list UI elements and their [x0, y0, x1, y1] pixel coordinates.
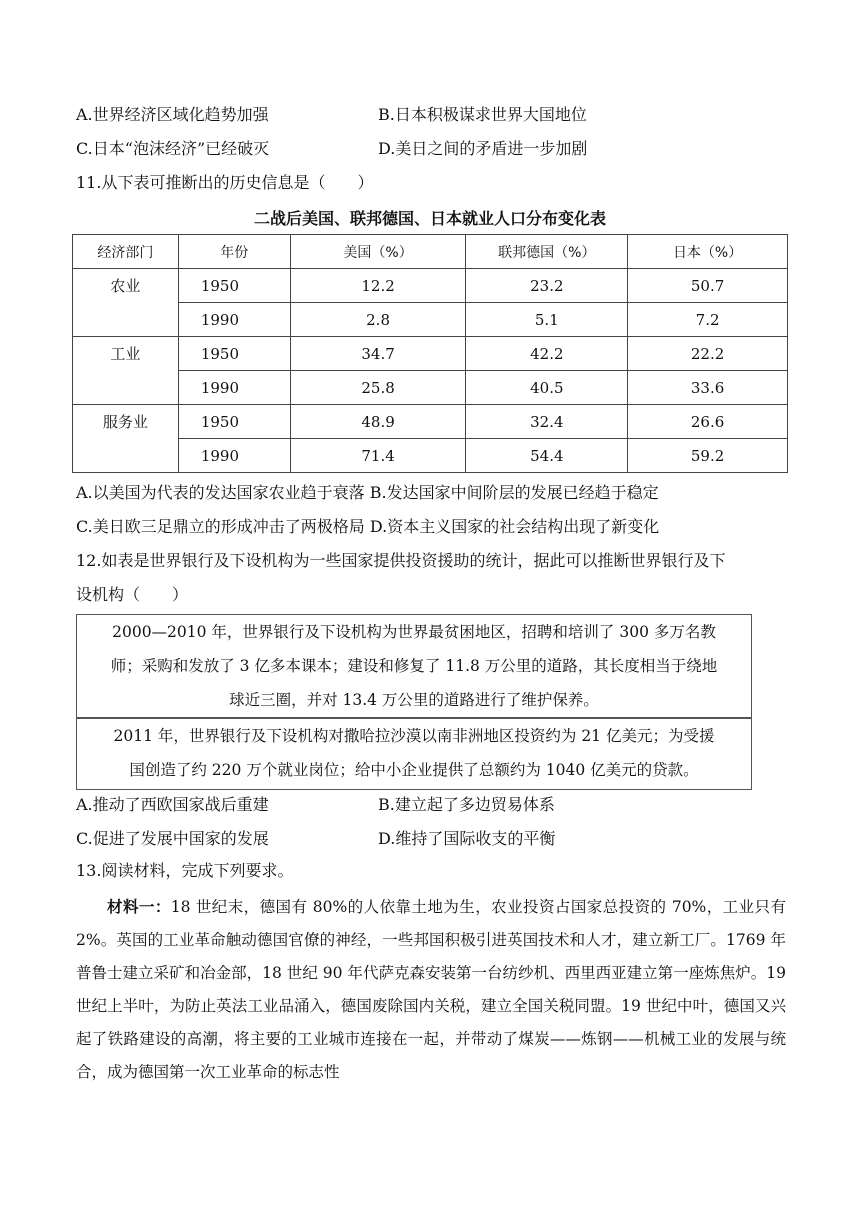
box2-line: 2011 年，世界银行及下设机构对撒哈拉沙漠以南非洲地区投资约为 21 亿美元；为受援 [113, 727, 715, 745]
header-de: 联邦德国（%） [466, 235, 628, 269]
q13-stem: 13.阅读材料，完成下列要求。 [76, 861, 294, 880]
table-row [73, 405, 788, 439]
jp-cell: 59.2 [628, 439, 788, 473]
q10-option-a: A.世界经济区域化趋势加强 [76, 105, 269, 124]
de-cell: 42.2 [466, 337, 628, 371]
table-row [73, 337, 788, 371]
material-label: 材料一： [107, 897, 171, 916]
q12-material-box-1 [76, 614, 752, 718]
q12-option-d: D.维持了国际收支的平衡 [378, 829, 556, 848]
q13-material-one [76, 890, 786, 1089]
header-sector: 经济部门 [73, 235, 179, 269]
de-cell: 40.5 [466, 371, 628, 405]
q10-option-c: C.日本“泡沫经济”已经破灭 [76, 139, 270, 158]
q12-option-b: B.建立起了多边贸易体系 [378, 795, 555, 814]
jp-cell: 33.6 [628, 371, 788, 405]
table-row [73, 439, 788, 473]
sector-cell: 工业 [73, 337, 179, 405]
year-cell: 1950 [178, 337, 290, 371]
header-year: 年份 [178, 235, 290, 269]
q11-stem: 11.从下表可推断出的历史信息是（ ） [76, 173, 374, 192]
us-cell: 48.9 [290, 405, 466, 439]
year-cell: 1950 [178, 269, 290, 303]
de-cell: 23.2 [466, 269, 628, 303]
header-us: 美国（%） [290, 235, 466, 269]
table-row [73, 371, 788, 405]
table-header-row [73, 235, 788, 269]
employment-table [72, 234, 788, 473]
q12-option-c: C.促进了发展中国家的发展 [76, 829, 269, 848]
jp-cell: 50.7 [628, 269, 788, 303]
q11-table-title: 二战后美国、联邦德国、日本就业人口分布变化表 [253, 209, 606, 228]
jp-cell: 7.2 [628, 303, 788, 337]
us-cell: 25.8 [290, 371, 466, 405]
year-cell: 1990 [178, 439, 290, 473]
year-cell: 1950 [178, 405, 290, 439]
sector-cell: 服务业 [73, 405, 179, 473]
box2-line: 国创造了约 220 万个就业岗位；给中小企业提供了总额约为 1040 亿美元的贷款。 [129, 761, 699, 779]
jp-cell: 26.6 [628, 405, 788, 439]
q11-options-ab: A.以美国为代表的发达国家农业趋于衰落 B.发达国家中间阶层的发展已经趋于稳定 [76, 483, 659, 502]
sector-cell: 农业 [73, 269, 179, 337]
de-cell: 32.4 [466, 405, 628, 439]
us-cell: 2.8 [290, 303, 466, 337]
de-cell: 5.1 [466, 303, 628, 337]
year-cell: 1990 [178, 303, 290, 337]
q12-material-box-2 [76, 718, 752, 790]
us-cell: 34.7 [290, 337, 466, 371]
q10-option-b: B.日本积极谋求世界大国地位 [378, 105, 587, 124]
q12-stem-line1: 12.如表是世界银行及下设机构为一些国家提供投资援助的统计，据此可以推断世界银行及下 [76, 551, 726, 570]
us-cell: 71.4 [290, 439, 466, 473]
box1-line: 球近三圈，并对 13.4 万公里的道路进行了维护保养。 [229, 691, 599, 709]
us-cell: 12.2 [290, 269, 466, 303]
header-jp: 日本（%） [628, 235, 788, 269]
table-row [73, 269, 788, 303]
box1-line: 2000—2010 年，世界银行及下设机构为世界最贫困地区，招聘和培训了 300 多万名教 [112, 623, 716, 641]
q10-option-d: D.美日之间的矛盾进一步加剧 [378, 139, 588, 158]
box1-line: 师；采购和发放了 3 亿多本课本；建设和修复了 11.8 万公里的道路，其长度相当于绕地 [110, 657, 718, 675]
material-text: 18 世纪末，德国有 80%的人依靠土地为生，农业投资占国家总投资的 70%，工业只有 2%。英国的工业革命触动德国官僚的神经，一些邦国积极引进英国技术和人才，建立新工厂。1769 年普鲁士建立采矿和冶金部，18 世纪 90 年代萨克森安装第一台纺纱机、西里西亚建立第一座炼焦炉。19 世纪上半叶，为防止英法工业品涌入，德国废除国内关税，建立全国关税同盟。19 世纪中叶，德国又兴起了铁路建设的高潮，将主要的工业城市连接在一起，并带动了煤炭——炼钢——机械工业的发展与统合，成为德国第一次工业革命的标志性 [76, 898, 786, 1081]
table-row [73, 303, 788, 337]
q12-option-a: A.推动了西欧国家战后重建 [76, 795, 269, 814]
year-cell: 1990 [178, 371, 290, 405]
jp-cell: 22.2 [628, 337, 788, 371]
q11-options-cd: C.美日欧三足鼎立的形成冲击了两极格局 D.资本主义国家的社会结构出现了新变化 [76, 517, 660, 536]
de-cell: 54.4 [466, 439, 628, 473]
q12-stem-line2: 设机构（ ） [76, 585, 189, 604]
